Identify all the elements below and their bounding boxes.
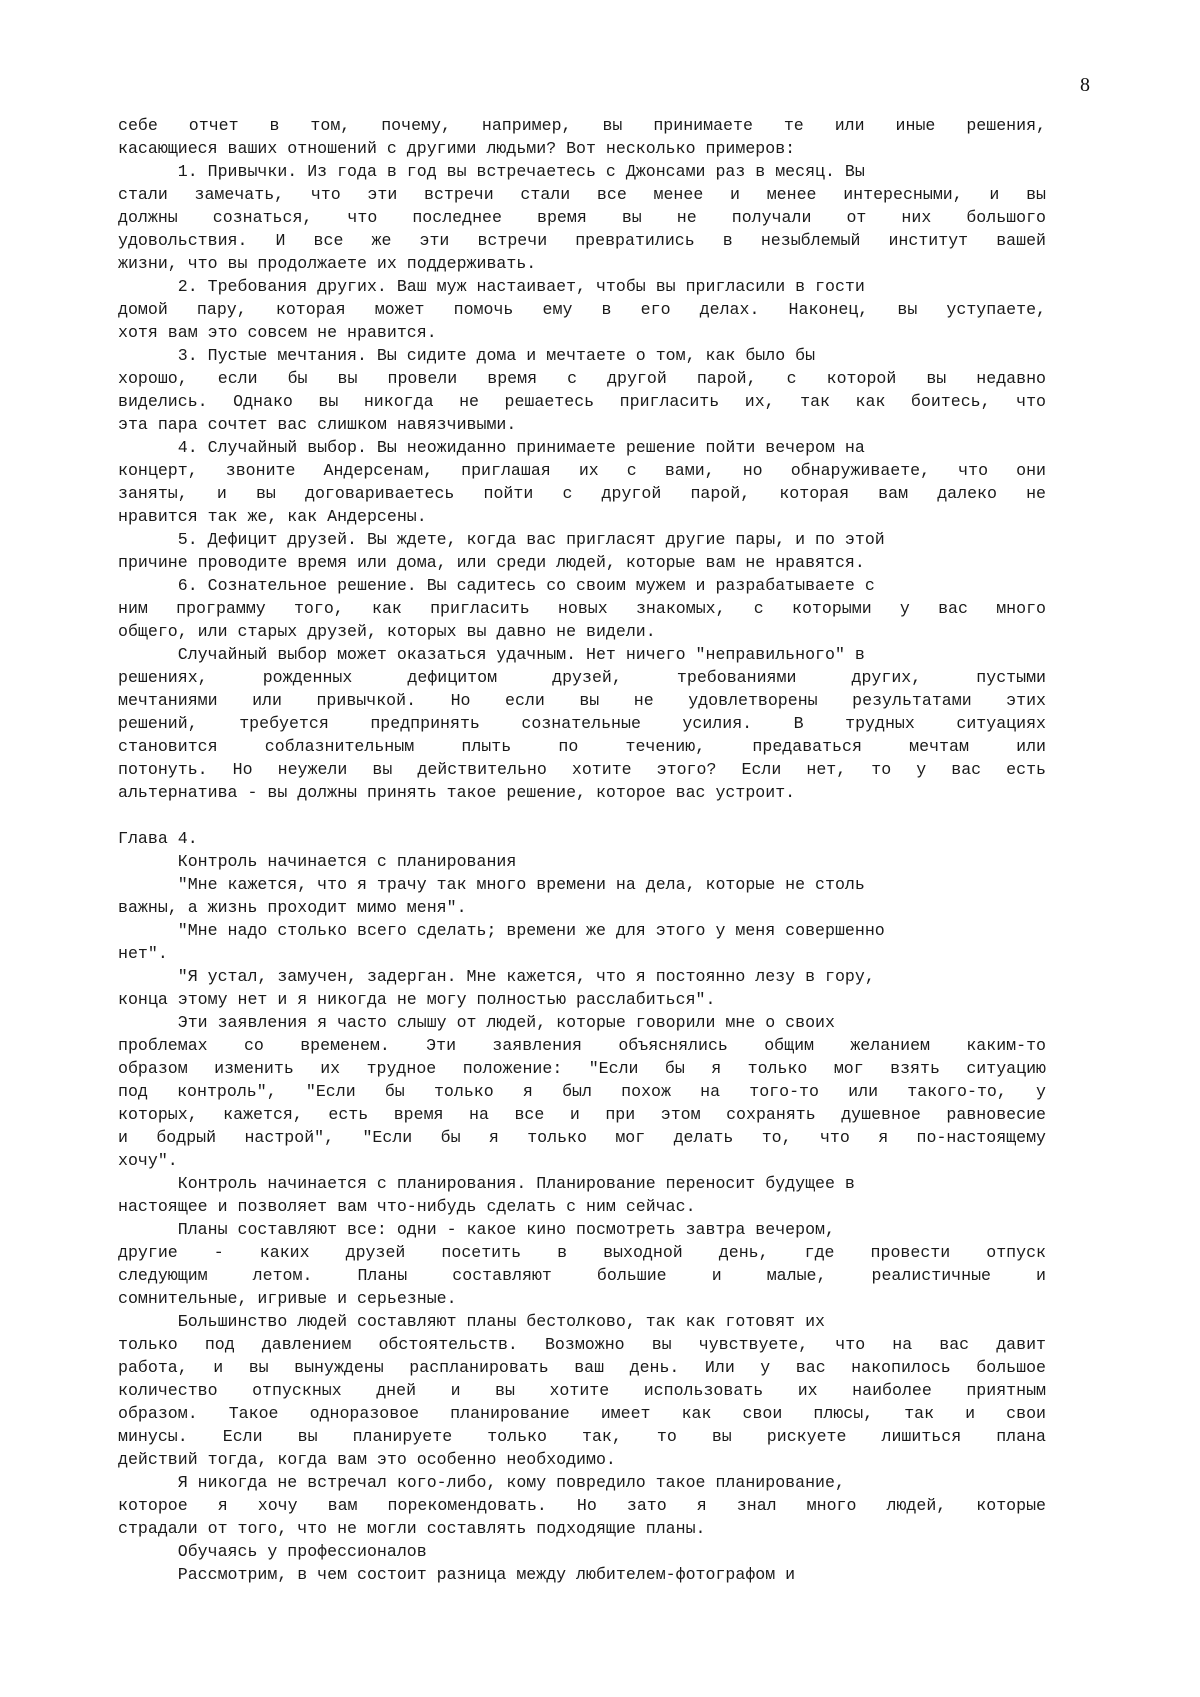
text-line: конца этому нет и я никогда не могу полностью расслабиться". [118, 990, 716, 1009]
text-line: хочу". [118, 1151, 178, 1170]
text-line: количество отпускных дней и вы хотите использовать их наиболее приятным [118, 1381, 1046, 1400]
body-text [118, 114, 1046, 1586]
text-line: Контроль начинается с планирования [118, 852, 517, 871]
blank-line [118, 804, 1046, 827]
text-line: минусы. Если вы планируете только так, то вы рискуете лишиться плана [118, 1427, 1046, 1446]
text-line: "Мне надо столько всего сделать; времени же для этого у меня совершенно [118, 921, 885, 940]
text-line: проблемах со временем. Эти заявления объяснялись общим желанием каким-то [118, 1036, 1046, 1055]
text-line: решениях, рожденных дефицитом друзей, требованиями других, пустыми [118, 668, 1046, 687]
page-number: 8 [1080, 74, 1090, 96]
text-line: 5. Дефицит друзей. Вы ждете, когда вас пригласят другие пары, и по этой [118, 530, 885, 549]
text-line: виделись. Однако вы никогда не решаетесь пригласить их, так как боитесь, что [118, 392, 1046, 411]
text-line: Эти заявления я часто слышу от людей, которые говорили мне о своих [118, 1013, 835, 1032]
text-line: себе отчет в том, почему, например, вы принимаете те или иные решения, [118, 116, 1046, 135]
text-line: 4. Случайный выбор. Вы неожиданно принимаете решение пойти вечером на [118, 438, 865, 457]
text-line: нравится так же, как Андерсены. [118, 507, 427, 526]
text-line: Рассмотрим, в чем состоит разница между любителем-фотографом и [118, 1565, 796, 1584]
text-line: 1. Привычки. Из года в год вы встречаетесь с Джонсами раз в месяц. Вы [118, 162, 865, 181]
text-line: настоящее и позволяет вам что-нибудь сделать с ним сейчас. [118, 1197, 696, 1216]
text-line: заняты, и вы договариваетесь пойти с другой парой, которая вам далеко не [118, 484, 1046, 503]
text-line: должны сознаться, что последнее время вы не получали от них большого [118, 208, 1046, 227]
text-line: жизни, что вы продолжаете их поддерживать. [118, 254, 537, 273]
text-line: и бодрый настрой", "Если бы я только мог делать то, что я по-настоящему [118, 1128, 1046, 1147]
text-line: 2. Требования других. Ваш муж настаивает, чтобы вы пригласили в гости [118, 277, 865, 296]
text-line: под контроль", "Если бы только я был похож на того-то или такого-то, у [118, 1082, 1046, 1101]
text-line: альтернатива - вы должны принять такое решение, которое вас устроит. [118, 783, 796, 802]
text-line: следующим летом. Планы составляют большие и малые, реалистичные и [118, 1266, 1046, 1285]
text-line: образом изменить их трудное положение: "Если бы я только мог взять ситуацию [118, 1059, 1046, 1078]
text-line: Случайный выбор может оказаться удачным. Нет ничего "неправильного" в [118, 645, 865, 664]
text-line: потонуть. Но неужели вы действительно хотите этого? Если нет, то у вас есть [118, 760, 1046, 779]
text-line: важны, а жизнь проходит мимо меня". [118, 898, 467, 917]
text-line: хорошо, если бы вы провели время с другой парой, с которой вы недавно [118, 369, 1046, 388]
text-line: Я никогда не встречал кого-либо, кому повредило такое планирование, [118, 1473, 845, 1492]
text-line: образом. Такое одноразовое планирование имеет как свои плюсы, так и свои [118, 1404, 1046, 1423]
text-line: домой пару, которая может помочь ему в его делах. Наконец, вы уступаете, [118, 300, 1046, 319]
text-line: общего, или старых друзей, которых вы давно не видели. [118, 622, 656, 641]
text-line: причине проводите время или дома, или среди людей, которые вам не нравятся. [118, 553, 865, 572]
text-line: стали замечать, что эти встречи стали все менее и менее интересными, и вы [118, 185, 1046, 204]
text-line: Глава 4. [118, 829, 198, 848]
text-line: сомнительные, игривые и серьезные. [118, 1289, 457, 1308]
text-line: другие - каких друзей посетить в выходной день, где провести отпуск [118, 1243, 1046, 1262]
text-line: становится соблазнительным плыть по течению, предаваться мечтам или [118, 737, 1046, 756]
text-line: 3. Пустые мечтания. Вы сидите дома и мечтаете о том, как было бы [118, 346, 816, 365]
text-line: Планы составляют все: одни - какое кино посмотреть завтра вечером, [118, 1220, 835, 1239]
text-line: нет". [118, 944, 168, 963]
text-line: работа, и вы вынуждены распланировать ваш день. Или у вас накопилось большое [118, 1358, 1046, 1377]
text-line: удовольствия. И все же эти встречи превратились в незыблемый институт вашей [118, 231, 1046, 250]
text-line: касающиеся ваших отношений с другими людьми? Вот несколько примеров: [118, 139, 796, 158]
text-line: "Мне кажется, что я трачу так много времени на дела, которые не столь [118, 875, 865, 894]
text-line: только под давлением обстоятельств. Возможно вы чувствуете, что на вас давит [118, 1335, 1046, 1354]
text-line: 6. Сознательное решение. Вы садитесь со своим мужем и разрабатываете с [118, 576, 875, 595]
text-line: которых, кажется, есть время на все и при этом сохранять душевное равновесие [118, 1105, 1046, 1124]
text-line: страдали от того, что не могли составлять подходящие планы. [118, 1519, 706, 1538]
text-line: Контроль начинается с планирования. Планирование переносит будущее в [118, 1174, 855, 1193]
text-line: действий тогда, когда вам это особенно необходимо. [118, 1450, 616, 1469]
text-line: Большинство людей составляют планы бестолково, так как готовят их [118, 1312, 826, 1331]
text-line: эта пара сочтет вас слишком навязчивыми. [118, 415, 517, 434]
text-line: Обучаясь у профессионалов [118, 1542, 427, 1561]
text-line: ним программу того, как пригласить новых знакомых, с которыми у вас много [118, 599, 1046, 618]
text-line: концерт, звоните Андерсенам, приглашая их с вами, но обнаруживаете, что они [118, 461, 1046, 480]
text-line: которое я хочу вам порекомендовать. Но зато я знал много людей, которые [118, 1496, 1046, 1515]
text-line: мечтаниями или привычкой. Но если вы не удовлетворены результатами этих [118, 691, 1046, 710]
text-line: хотя вам это совсем не нравится. [118, 323, 437, 342]
text-line: "Я устал, замучен, задерган. Мне кажется, что я постоянно лезу в гору, [118, 967, 875, 986]
text-line: решений, требуется предпринять сознательные усилия. В трудных ситуациях [118, 714, 1046, 733]
